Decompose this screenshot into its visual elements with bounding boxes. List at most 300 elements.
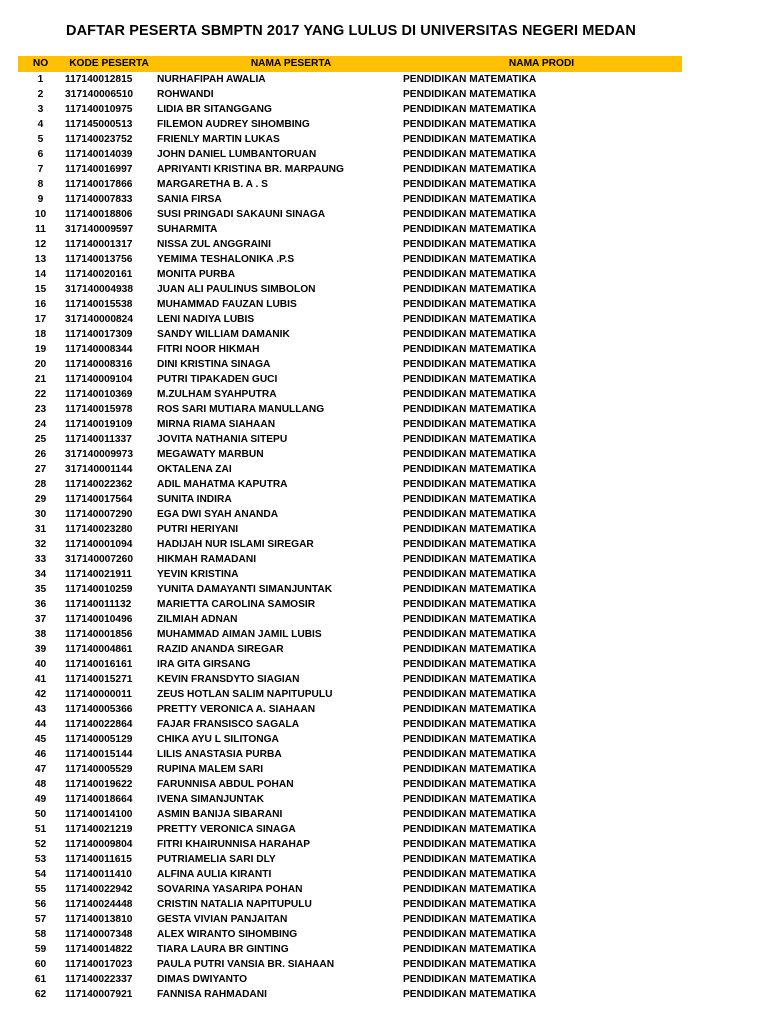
cell-kode-peserta: 317140009597 xyxy=(65,224,133,235)
cell-kode-peserta: 117145000513 xyxy=(65,119,133,130)
cell-no: 9 xyxy=(37,194,44,205)
cell-nama-peserta: SUNITA INDIRA xyxy=(157,494,232,505)
cell-kode-peserta: 117140010259 xyxy=(65,584,133,595)
cell-nama-peserta: FILEMON AUDREY SIHOMBING xyxy=(157,119,310,130)
cell-nama-prodi: PENDIDIKAN MATEMATIKA xyxy=(403,254,537,265)
cell-kode-peserta: 117140021219 xyxy=(65,824,133,835)
table-row xyxy=(18,537,682,552)
table-row xyxy=(18,297,682,312)
cell-no: 21 xyxy=(34,374,47,385)
cell-no: 33 xyxy=(34,554,47,565)
cell-kode-peserta: 117140015271 xyxy=(65,674,133,685)
cell-nama-peserta: SANDY WILLIAM DAMANIK xyxy=(157,329,290,340)
cell-nama-prodi: PENDIDIKAN MATEMATIKA xyxy=(403,344,537,355)
table-row xyxy=(18,447,682,462)
cell-no: 47 xyxy=(34,764,47,775)
cell-kode-peserta: 117140019622 xyxy=(65,779,133,790)
table-row xyxy=(18,402,682,417)
table-row xyxy=(18,672,682,687)
page-title: DAFTAR PESERTA SBMPTN 2017 YANG LULUS DI UNIVERSITAS NEGERI MEDAN xyxy=(66,23,636,39)
table-row xyxy=(18,177,682,192)
table-row xyxy=(18,687,682,702)
cell-kode-peserta: 317140000824 xyxy=(65,314,133,325)
cell-nama-prodi: PENDIDIKAN MATEMATIKA xyxy=(403,809,537,820)
cell-kode-peserta: 117140020161 xyxy=(65,269,133,280)
cell-nama-peserta: JUAN ALI PAULINUS SIMBOLON xyxy=(157,284,316,295)
cell-nama-peserta: SUHARMITA xyxy=(157,224,218,235)
table-row xyxy=(18,132,682,147)
cell-kode-peserta: 117140022942 xyxy=(65,884,133,895)
cell-no: 46 xyxy=(34,749,47,760)
cell-nama-peserta: HADIJAH NUR ISLAMI SIREGAR xyxy=(157,539,314,550)
cell-kode-peserta: 117140024448 xyxy=(65,899,133,910)
cell-kode-peserta: 117140011337 xyxy=(65,434,132,445)
cell-nama-prodi: PENDIDIKAN MATEMATIKA xyxy=(403,284,537,295)
table-row xyxy=(18,312,682,327)
cell-nama-prodi: PENDIDIKAN MATEMATIKA xyxy=(403,314,537,325)
cell-no: 10 xyxy=(34,209,47,220)
cell-no: 6 xyxy=(37,149,44,160)
cell-no: 41 xyxy=(34,674,47,685)
cell-kode-peserta: 117140022864 xyxy=(65,719,133,730)
cell-nama-peserta: MARIETTA CAROLINA SAMOSIR xyxy=(157,599,316,610)
cell-nama-peserta: MARGARETHA B. A . S xyxy=(157,179,268,190)
cell-kode-peserta: 117140021911 xyxy=(65,569,132,580)
cell-no: 58 xyxy=(34,929,47,940)
cell-no: 45 xyxy=(34,734,47,745)
cell-nama-prodi: PENDIDIKAN MATEMATIKA xyxy=(403,974,537,985)
cell-kode-peserta: 117140000011 xyxy=(65,689,132,700)
cell-nama-peserta: LIDIA BR SITANGGANG xyxy=(157,104,272,115)
cell-nama-peserta: HIKMAH RAMADANI xyxy=(157,554,257,565)
table-row xyxy=(18,162,682,177)
table-row xyxy=(18,762,682,777)
cell-nama-prodi: PENDIDIKAN MATEMATIKA xyxy=(403,674,537,685)
cell-nama-prodi: PENDIDIKAN MATEMATIKA xyxy=(403,524,537,535)
table-row xyxy=(18,327,682,342)
cell-kode-peserta: 117140018664 xyxy=(65,794,133,805)
table-row xyxy=(18,522,682,537)
table-row xyxy=(18,87,682,102)
cell-no: 55 xyxy=(34,884,47,895)
cell-nama-peserta: FAJAR FRANSISCO SAGALA xyxy=(157,719,300,730)
table-row xyxy=(18,642,682,657)
cell-no: 53 xyxy=(34,854,47,865)
cell-no: 38 xyxy=(34,629,47,640)
table-row xyxy=(18,372,682,387)
cell-nama-prodi: PENDIDIKAN MATEMATIKA xyxy=(403,764,537,775)
cell-nama-prodi: PENDIDIKAN MATEMATIKA xyxy=(403,824,537,835)
cell-nama-peserta: PRETTY VERONICA A. SIAHAAN xyxy=(157,704,316,715)
cell-no: 24 xyxy=(34,419,47,430)
table-row xyxy=(18,492,682,507)
cell-no: 26 xyxy=(34,449,47,460)
cell-nama-prodi: PENDIDIKAN MATEMATIKA xyxy=(403,194,537,205)
cell-kode-peserta: 117140005529 xyxy=(65,764,133,775)
cell-kode-peserta: 317140007260 xyxy=(65,554,133,565)
cell-no: 34 xyxy=(34,569,47,580)
cell-nama-peserta: SANIA FIRSA xyxy=(157,194,222,205)
cell-nama-prodi: PENDIDIKAN MATEMATIKA xyxy=(403,749,537,760)
table-row xyxy=(18,342,682,357)
table-row xyxy=(18,507,682,522)
cell-nama-prodi: PENDIDIKAN MATEMATIKA xyxy=(403,494,537,505)
cell-no: 36 xyxy=(34,599,47,610)
cell-no: 52 xyxy=(34,839,47,850)
cell-nama-prodi: PENDIDIKAN MATEMATIKA xyxy=(403,779,537,790)
cell-nama-peserta: RAZID ANANDA SIREGAR xyxy=(157,644,284,655)
table-row xyxy=(18,387,682,402)
cell-no: 31 xyxy=(34,524,47,535)
cell-nama-peserta: NURHAFIPAH AWALIA xyxy=(157,74,266,85)
cell-no: 51 xyxy=(34,824,47,835)
cell-nama-prodi: PENDIDIKAN MATEMATIKA xyxy=(403,554,537,565)
table-header xyxy=(18,56,682,72)
cell-nama-prodi: PENDIDIKAN MATEMATIKA xyxy=(403,794,537,805)
table-row xyxy=(18,807,682,822)
cell-nama-prodi: PENDIDIKAN MATEMATIKA xyxy=(403,374,537,385)
cell-kode-peserta: 117140011410 xyxy=(65,869,132,880)
cell-nama-peserta: PUTRI TIPAKADEN GUCI xyxy=(157,374,278,385)
table-row xyxy=(18,912,682,927)
cell-kode-peserta: 117140011615 xyxy=(65,854,132,865)
cell-nama-peserta: ALFINA AULIA KIRANTI xyxy=(157,869,272,880)
cell-nama-peserta: IVENA SIMANJUNTAK xyxy=(157,794,264,805)
cell-nama-prodi: PENDIDIKAN MATEMATIKA xyxy=(403,704,537,715)
cell-nama-peserta: PUTRI HERIYANI xyxy=(157,524,239,535)
cell-nama-prodi: PENDIDIKAN MATEMATIKA xyxy=(403,389,537,400)
cell-no: 37 xyxy=(34,614,47,625)
cell-no: 22 xyxy=(34,389,47,400)
cell-nama-peserta: APRIYANTI KRISTINA BR. MARPAUNG xyxy=(157,164,344,175)
cell-nama-prodi: PENDIDIKAN MATEMATIKA xyxy=(403,584,537,595)
cell-nama-prodi: PENDIDIKAN MATEMATIKA xyxy=(403,539,537,550)
cell-no: 1 xyxy=(37,74,44,85)
cell-nama-prodi: PENDIDIKAN MATEMATIKA xyxy=(403,644,537,655)
cell-nama-peserta: EGA DWI SYAH ANANDA xyxy=(157,509,279,520)
cell-nama-prodi: PENDIDIKAN MATEMATIKA xyxy=(403,269,537,280)
cell-nama-prodi: PENDIDIKAN MATEMATIKA xyxy=(403,134,537,145)
cell-no: 44 xyxy=(34,719,47,730)
cell-no: 16 xyxy=(34,299,47,310)
cell-nama-prodi: PENDIDIKAN MATEMATIKA xyxy=(403,164,537,175)
table-body xyxy=(18,72,682,1002)
cell-nama-prodi: PENDIDIKAN MATEMATIKA xyxy=(403,989,537,1000)
header-kode-peserta: KODE PESERTA xyxy=(69,58,149,69)
table-row xyxy=(18,237,682,252)
table-row xyxy=(18,147,682,162)
table-row xyxy=(18,462,682,477)
table-row xyxy=(18,477,682,492)
cell-kode-peserta: 117140008316 xyxy=(65,359,133,370)
cell-nama-prodi: PENDIDIKAN MATEMATIKA xyxy=(403,179,537,190)
cell-no: 54 xyxy=(34,869,47,880)
cell-nama-prodi: PENDIDIKAN MATEMATIKA xyxy=(403,734,537,745)
cell-no: 56 xyxy=(34,899,47,910)
table-row xyxy=(18,792,682,807)
cell-kode-peserta: 117140004861 xyxy=(65,644,133,655)
table-row xyxy=(18,732,682,747)
cell-kode-peserta: 117140015538 xyxy=(65,299,133,310)
table-row xyxy=(18,282,682,297)
cell-kode-peserta: 117140001856 xyxy=(65,629,133,640)
table-row xyxy=(18,657,682,672)
cell-no: 13 xyxy=(34,254,47,265)
cell-no: 50 xyxy=(34,809,47,820)
cell-nama-prodi: PENDIDIKAN MATEMATIKA xyxy=(403,914,537,925)
cell-kode-peserta: 317140004938 xyxy=(65,284,133,295)
table-row xyxy=(18,192,682,207)
cell-nama-peserta: YEMIMA TESHALONIKA .P.S xyxy=(157,254,295,265)
table-row xyxy=(18,552,682,567)
cell-nama-peserta: MONITA PURBA xyxy=(157,269,236,280)
cell-no: 25 xyxy=(34,434,47,445)
table-row xyxy=(18,987,682,1002)
table-row xyxy=(18,567,682,582)
table-row xyxy=(18,852,682,867)
cell-kode-peserta: 117140014100 xyxy=(65,809,133,820)
table-row xyxy=(18,702,682,717)
cell-no: 40 xyxy=(34,659,47,670)
cell-nama-peserta: MEGAWATY MARBUN xyxy=(157,449,264,460)
cell-kode-peserta: 117140017309 xyxy=(65,329,133,340)
cell-no: 57 xyxy=(34,914,47,925)
cell-no: 48 xyxy=(34,779,47,790)
participants-table xyxy=(18,56,682,1002)
cell-nama-prodi: PENDIDIKAN MATEMATIKA xyxy=(403,329,537,340)
cell-nama-prodi: PENDIDIKAN MATEMATIKA xyxy=(403,629,537,640)
cell-no: 12 xyxy=(34,239,47,250)
cell-nama-peserta: MUHAMMAD AIMAN JAMIL LUBIS xyxy=(157,629,322,640)
cell-kode-peserta: 117140017866 xyxy=(65,179,133,190)
cell-nama-prodi: PENDIDIKAN MATEMATIKA xyxy=(403,854,537,865)
cell-nama-peserta: LILIS ANASTASIA PURBA xyxy=(157,749,282,760)
cell-nama-prodi: PENDIDIKAN MATEMATIKA xyxy=(403,509,537,520)
table-row xyxy=(18,357,682,372)
cell-kode-peserta: 117140005366 xyxy=(65,704,133,715)
cell-nama-peserta: CRISTIN NATALIA NAPITUPULU xyxy=(157,899,312,910)
cell-no: 8 xyxy=(37,179,44,190)
table-row xyxy=(18,252,682,267)
cell-nama-peserta: SUSI PRINGADI SAKAUNI SINAGA xyxy=(157,209,326,220)
cell-no: 59 xyxy=(34,944,47,955)
cell-nama-prodi: PENDIDIKAN MATEMATIKA xyxy=(403,839,537,850)
cell-no: 17 xyxy=(34,314,47,325)
table-row xyxy=(18,822,682,837)
cell-nama-prodi: PENDIDIKAN MATEMATIKA xyxy=(403,884,537,895)
cell-nama-prodi: PENDIDIKAN MATEMATIKA xyxy=(403,104,537,115)
cell-no: 4 xyxy=(37,119,44,130)
cell-no: 29 xyxy=(34,494,47,505)
table-row xyxy=(18,582,682,597)
cell-nama-prodi: PENDIDIKAN MATEMATIKA xyxy=(403,449,537,460)
table-row xyxy=(18,972,682,987)
cell-nama-prodi: PENDIDIKAN MATEMATIKA xyxy=(403,209,537,220)
cell-no: 27 xyxy=(34,464,47,475)
cell-nama-peserta: PAULA PUTRI VANSIA BR. SIAHAAN xyxy=(157,959,335,970)
table-row xyxy=(18,417,682,432)
table-row xyxy=(18,102,682,117)
cell-no: 30 xyxy=(34,509,47,520)
table-row xyxy=(18,597,682,612)
cell-no: 23 xyxy=(34,404,47,415)
cell-no: 28 xyxy=(34,479,47,490)
table-row xyxy=(18,207,682,222)
table-row xyxy=(18,957,682,972)
cell-kode-peserta: 117140013810 xyxy=(65,914,133,925)
cell-nama-prodi: PENDIDIKAN MATEMATIKA xyxy=(403,89,537,100)
cell-nama-peserta: FANNISA RAHMADANI xyxy=(157,989,267,1000)
table-row xyxy=(18,897,682,912)
cell-kode-peserta: 117140010496 xyxy=(65,614,133,625)
cell-nama-prodi: PENDIDIKAN MATEMATIKA xyxy=(403,224,537,235)
cell-no: 42 xyxy=(34,689,47,700)
cell-nama-peserta: LENI NADIYA LUBIS xyxy=(157,314,255,325)
cell-no: 11 xyxy=(35,224,46,235)
cell-kode-peserta: 117140012815 xyxy=(65,74,133,85)
table-row xyxy=(18,72,682,87)
cell-nama-peserta: ASMIN BANIJA SIBARANI xyxy=(157,809,283,820)
cell-nama-peserta: FARUNNISA ABDUL POHAN xyxy=(157,779,294,790)
table-row xyxy=(18,942,682,957)
cell-no: 18 xyxy=(34,329,47,340)
table-row xyxy=(18,267,682,282)
cell-nama-peserta: MIRNA RIAMA SIAHAAN xyxy=(157,419,276,430)
cell-kode-peserta: 117140022362 xyxy=(65,479,133,490)
cell-nama-peserta: CHIKA AYU L SILITONGA xyxy=(157,734,279,745)
cell-kode-peserta: 117140010975 xyxy=(65,104,133,115)
cell-no: 19 xyxy=(34,344,47,355)
cell-kode-peserta: 117140014039 xyxy=(65,149,133,160)
cell-nama-peserta: JOVITA NATHANIA SITEPU xyxy=(157,434,288,445)
cell-nama-prodi: PENDIDIKAN MATEMATIKA xyxy=(403,149,537,160)
cell-no: 5 xyxy=(37,134,44,145)
cell-kode-peserta: 117140009804 xyxy=(65,839,133,850)
cell-nama-prodi: PENDIDIKAN MATEMATIKA xyxy=(403,614,537,625)
cell-nama-peserta: TIARA LAURA BR GINTING xyxy=(157,944,289,955)
cell-kode-peserta: 117140015978 xyxy=(65,404,133,415)
cell-nama-prodi: PENDIDIKAN MATEMATIKA xyxy=(403,464,537,475)
cell-nama-prodi: PENDIDIKAN MATEMATIKA xyxy=(403,899,537,910)
table-row xyxy=(18,927,682,942)
cell-kode-peserta: 117140017023 xyxy=(65,959,133,970)
table-row xyxy=(18,612,682,627)
cell-nama-peserta: RUPINA MALEM SARI xyxy=(157,764,264,775)
cell-kode-peserta: 317140001144 xyxy=(65,464,133,475)
cell-kode-peserta: 117140013756 xyxy=(65,254,133,265)
cell-nama-peserta: DINI KRISTINA SINAGA xyxy=(157,359,271,370)
cell-no: 39 xyxy=(34,644,47,655)
cell-kode-peserta: 117140010369 xyxy=(65,389,133,400)
cell-kode-peserta: 117140009104 xyxy=(65,374,133,385)
cell-nama-prodi: PENDIDIKAN MATEMATIKA xyxy=(403,299,537,310)
cell-nama-prodi: PENDIDIKAN MATEMATIKA xyxy=(403,929,537,940)
cell-nama-prodi: PENDIDIKAN MATEMATIKA xyxy=(403,119,537,130)
cell-nama-prodi: PENDIDIKAN MATEMATIKA xyxy=(403,569,537,580)
cell-kode-peserta: 117140005129 xyxy=(65,734,133,745)
table-row xyxy=(18,432,682,447)
cell-no: 20 xyxy=(34,359,47,370)
cell-nama-prodi: PENDIDIKAN MATEMATIKA xyxy=(403,869,537,880)
cell-nama-prodi: PENDIDIKAN MATEMATIKA xyxy=(403,479,537,490)
cell-nama-prodi: PENDIDIKAN MATEMATIKA xyxy=(403,659,537,670)
cell-nama-peserta: KEVIN FRANSDYTO SIAGIAN xyxy=(157,674,300,685)
cell-nama-prodi: PENDIDIKAN MATEMATIKA xyxy=(403,359,537,370)
cell-kode-peserta: 317140006510 xyxy=(65,89,133,100)
cell-nama-peserta: FRIENLY MARTIN LUKAS xyxy=(157,134,280,145)
cell-nama-peserta: ADIL MAHATMA KAPUTRA xyxy=(157,479,288,490)
header-nama-prodi: NAMA PRODI xyxy=(508,58,575,69)
cell-kode-peserta: 117140014822 xyxy=(65,944,133,955)
cell-no: 15 xyxy=(34,284,47,295)
table-row xyxy=(18,837,682,852)
cell-nama-peserta: ROS SARI MUTIARA MANULLANG xyxy=(157,404,325,415)
cell-nama-prodi: PENDIDIKAN MATEMATIKA xyxy=(403,959,537,970)
cell-nama-peserta: JOHN DANIEL LUMBANTORUAN xyxy=(157,149,317,160)
cell-nama-peserta: ZEUS HOTLAN SALIM NAPITUPULU xyxy=(157,689,333,700)
cell-no: 32 xyxy=(34,539,47,550)
cell-nama-peserta: FITRI KHAIRUNNISA HARAHAP xyxy=(157,839,310,850)
cell-nama-prodi: PENDIDIKAN MATEMATIKA xyxy=(403,719,537,730)
cell-no: 35 xyxy=(34,584,47,595)
cell-kode-peserta: 117140019109 xyxy=(65,419,133,430)
cell-nama-prodi: PENDIDIKAN MATEMATIKA xyxy=(403,74,537,85)
cell-kode-peserta: 117140017564 xyxy=(65,494,133,505)
cell-nama-prodi: PENDIDIKAN MATEMATIKA xyxy=(403,434,537,445)
cell-no: 62 xyxy=(34,989,47,1000)
cell-kode-peserta: 117140001317 xyxy=(65,239,133,250)
cell-nama-peserta: M.ZULHAM SYAHPUTRA xyxy=(157,389,277,400)
table-row xyxy=(18,882,682,897)
cell-nama-prodi: PENDIDIKAN MATEMATIKA xyxy=(403,689,537,700)
cell-no: 14 xyxy=(34,269,47,280)
cell-nama-peserta: SOVARINA YASARIPA POHAN xyxy=(157,884,303,895)
cell-no: 60 xyxy=(34,959,47,970)
cell-no: 43 xyxy=(34,704,47,715)
cell-kode-peserta: 117140023752 xyxy=(65,134,133,145)
table-row xyxy=(18,627,682,642)
cell-no: 7 xyxy=(37,164,44,175)
cell-nama-peserta: PRETTY VERONICA SINAGA xyxy=(157,824,296,835)
cell-kode-peserta: 117140016997 xyxy=(65,164,133,175)
cell-no: 3 xyxy=(37,104,44,115)
cell-nama-peserta: ALEX WIRANTO SIHOMBING xyxy=(157,929,298,940)
table-row xyxy=(18,747,682,762)
table-row xyxy=(18,717,682,732)
cell-nama-prodi: PENDIDIKAN MATEMATIKA xyxy=(403,404,537,415)
header-nama-peserta: NAMA PESERTA xyxy=(250,58,332,69)
cell-kode-peserta: 117140007290 xyxy=(65,509,133,520)
table-row xyxy=(18,867,682,882)
cell-nama-peserta: ZILMIAH ADNAN xyxy=(157,614,238,625)
cell-kode-peserta: 117140018806 xyxy=(65,209,133,220)
cell-kode-peserta: 117140007833 xyxy=(65,194,133,205)
cell-kode-peserta: 117140023280 xyxy=(65,524,133,535)
cell-nama-peserta: IRA GITA GIRSANG xyxy=(157,659,251,670)
cell-no: 49 xyxy=(34,794,47,805)
cell-nama-peserta: YEVIN KRISTINA xyxy=(157,569,239,580)
cell-nama-peserta: MUHAMMAD FAUZAN LUBIS xyxy=(157,299,297,310)
cell-nama-prodi: PENDIDIKAN MATEMATIKA xyxy=(403,944,537,955)
cell-kode-peserta: 117140007921 xyxy=(65,989,133,1000)
cell-kode-peserta: 117140011132 xyxy=(65,599,132,610)
cell-nama-peserta: YUNITA DAMAYANTI SIMANJUNTAK xyxy=(157,584,333,595)
cell-nama-prodi: PENDIDIKAN MATEMATIKA xyxy=(403,419,537,430)
cell-kode-peserta: 117140015144 xyxy=(65,749,133,760)
cell-kode-peserta: 117140001094 xyxy=(65,539,133,550)
cell-kode-peserta: 117140022337 xyxy=(65,974,133,985)
cell-nama-peserta: OKTALENA ZAI xyxy=(157,464,232,475)
